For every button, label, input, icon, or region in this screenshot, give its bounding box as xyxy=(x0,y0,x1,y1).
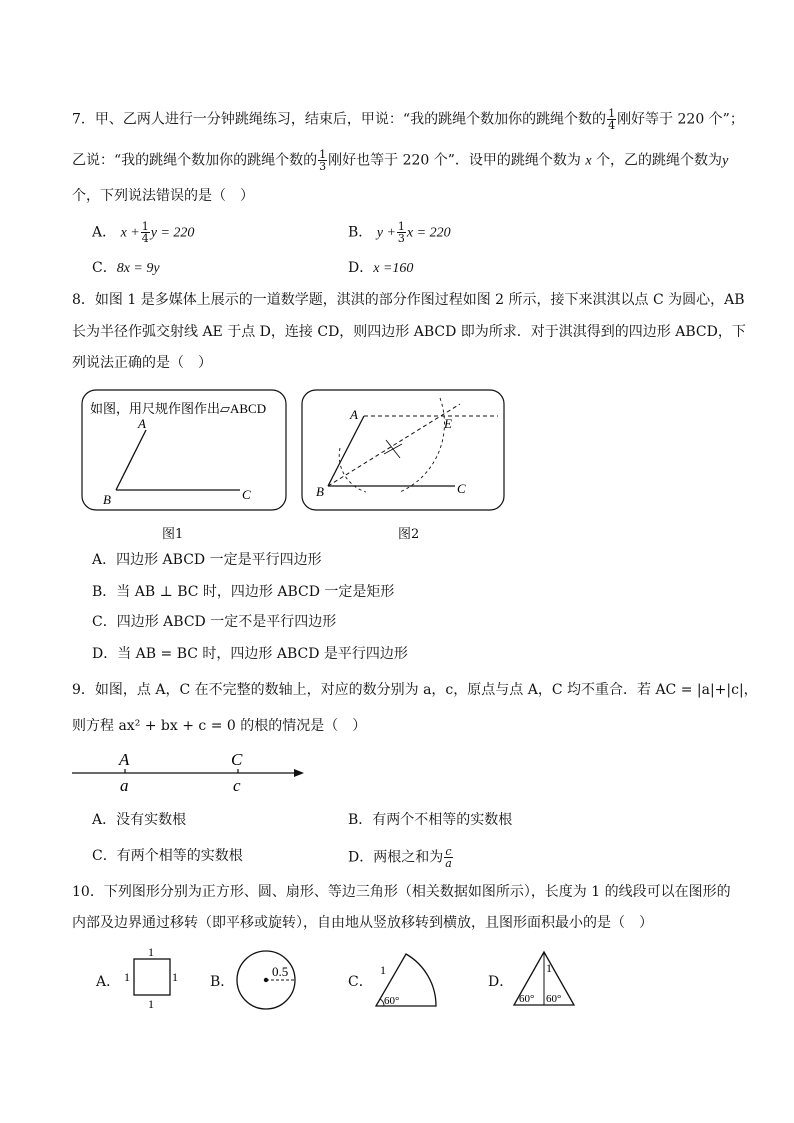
svg-text:60°: 60° xyxy=(519,993,535,1005)
svg-text:1: 1 xyxy=(148,946,154,959)
q8-figure-1 xyxy=(80,388,290,514)
q10-option-c-label: C． xyxy=(348,974,373,990)
q10-option-a-label: A． xyxy=(96,974,121,990)
value-a-label: a xyxy=(120,776,129,795)
fraction: $\frac{c}{a}$ xyxy=(445,845,452,870)
q10-option-d-label: D． xyxy=(488,974,514,990)
fraction: $\frac{1}{3}$ xyxy=(319,148,327,173)
square-figure xyxy=(120,946,182,1010)
svg-text:1: 1 xyxy=(546,961,552,975)
q9-number-line xyxy=(70,745,310,795)
q9-option-b: B．有两个不相等的实数根 xyxy=(348,812,513,828)
circle-figure xyxy=(234,948,300,1012)
q8-figure-2 xyxy=(300,388,506,514)
fig2-caption: 图2 xyxy=(398,527,420,542)
q8-line3: 列说法正确的是（ ） xyxy=(72,355,212,371)
point-c-label: C xyxy=(457,481,466,496)
q9-option-d: D．两根之和为 $\frac{c}{a}$ xyxy=(348,845,452,870)
point-e-label: E xyxy=(444,416,452,431)
svg-text:1: 1 xyxy=(380,963,386,977)
fraction: $\frac{1}{4}$ xyxy=(141,220,149,245)
q8-option-d: D．当 AB = BC 时，四边形 ABCD 是平行四边形 xyxy=(92,646,408,662)
q10-line1: 10．下列图形分别为正方形、圆、扇形、等边三角形（相关数据如图所示），长度为 1 的线段可以在图形的 xyxy=(72,884,731,900)
svg-text:1: 1 xyxy=(124,970,130,984)
svg-text:60°: 60° xyxy=(384,995,400,1007)
q7-option-a: A． x + $\frac{1}{4}$ y = 220 xyxy=(92,220,195,245)
triangle-figure xyxy=(512,950,576,1008)
q10-option-b-label: B． xyxy=(210,974,235,990)
q9-option-c: C．有两个相等的实数根 xyxy=(92,848,243,864)
q9-line1: 9．如图，点 A，C 在不完整的数轴上，对应的数分别为 a，c，原点与点 A，C 均不重合．若 AC = |a|+|c|， xyxy=(72,682,758,698)
q7-line1: 7．甲、乙两人进行一分钟跳绳练习，结束后，甲说：“我的跳绳个数加你的跳绳个数的 $\frac{1}{4}$ 刚好等于 220 个”； xyxy=(72,107,744,132)
q7-option-c: C．8x = 9y xyxy=(92,260,160,276)
fraction: $\frac{1}{4}$ xyxy=(608,107,616,132)
svg-text:1: 1 xyxy=(172,970,178,984)
q9-line2: 则方程 ax² + bx + c = 0 的根的情况是（ ） xyxy=(72,718,367,734)
svg-text:60°: 60° xyxy=(546,993,562,1005)
fig1-caption: 图1 xyxy=(162,527,184,542)
point-a-label: A xyxy=(138,416,146,431)
q7-line3: 个，下列说法错误的是（ ） xyxy=(72,188,254,204)
q9-option-a: A．没有实数根 xyxy=(92,812,187,828)
point-b-label: B xyxy=(316,484,324,499)
point-c-label: C xyxy=(242,487,251,502)
value-c-label: c xyxy=(233,776,241,795)
q8-option-b: B．当 AB ⊥ BC 时，四边形 ABCD 一定是矩形 xyxy=(92,584,395,600)
point-a-label: A xyxy=(119,750,130,769)
q7-option-d: D．x =160 xyxy=(348,260,414,276)
svg-text:0.5: 0.5 xyxy=(272,964,289,979)
q8-option-a: A．四边形 ABCD 一定是平行四边形 xyxy=(92,552,322,568)
fig1-text: 如图，用尺规作图作出▱ABCD xyxy=(90,401,267,416)
svg-text:1: 1 xyxy=(148,997,154,1010)
q8-line1: 8．如图 1 是多媒体上展示的一道数学题，淇淇的部分作图过程如图 2 所示，接下来淇淇以点 C 为圆心，AB xyxy=(72,292,745,308)
q10-line2: 内部及边界通过移转（即平移或旋转），自由地从竖放移转到横放，且图形面积最小的是（ ） xyxy=(72,915,653,931)
q8-line2: 长为半径作弧交射线 AE 于点 D，连接 CD，则四边形 ABCD 即为所求．对于淇淇得到的四边形 ABCD，下 xyxy=(72,324,746,340)
sector-figure xyxy=(370,950,442,1010)
q7-option-b: B． y + $\frac{1}{3}$ x = 220 xyxy=(348,220,451,245)
q8-option-c: C．四边形 ABCD 一定不是平行四边形 xyxy=(92,614,337,630)
point-b-label: B xyxy=(103,492,111,507)
point-c-label: C xyxy=(231,750,243,769)
q7-line2: 乙说：“我的跳绳个数加你的跳绳个数的 $\frac{1}{3}$ 刚好也等于 220 个”．设甲的跳绳个数为 x 个，乙的跳绳个数为y xyxy=(72,148,729,173)
fraction: $\frac{1}{3}$ xyxy=(397,220,405,245)
point-a-label: A xyxy=(350,407,358,422)
